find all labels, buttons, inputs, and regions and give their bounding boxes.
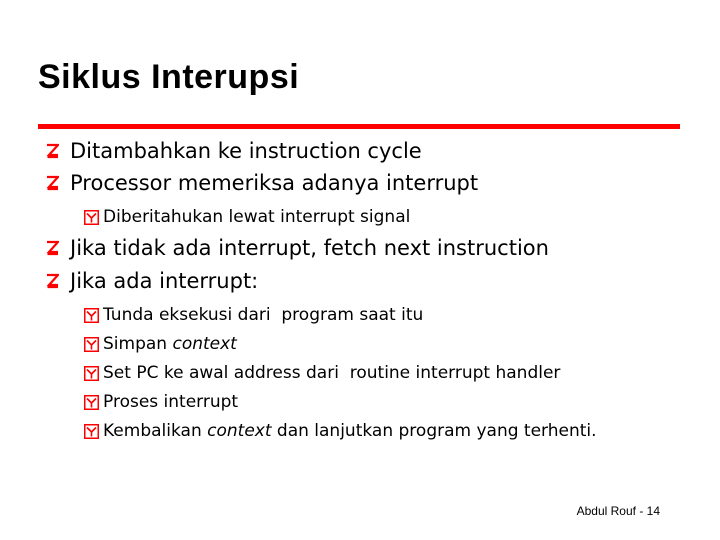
bullet-item (46, 136, 422, 166)
z-dingbat-bullet-icon (46, 143, 59, 159)
italic-term: context (172, 334, 237, 354)
y-box-bullet-icon (84, 424, 99, 439)
sub-bullet-item (84, 360, 560, 386)
sub-bullet-item (84, 302, 423, 328)
y-box-bullet-icon (84, 337, 99, 352)
footer-text: Abdul Rouf - 14 (576, 504, 660, 518)
sub-bullet-item (84, 331, 237, 357)
sub-bullet-item (84, 418, 597, 444)
bullet-item (46, 266, 258, 296)
title-underline (38, 124, 680, 129)
z-dingbat-bullet-icon (46, 240, 59, 256)
y-box-bullet-icon (84, 308, 99, 323)
y-box-bullet-icon (84, 210, 99, 225)
bullet-text (103, 421, 597, 441)
bullet-item (46, 233, 549, 263)
bullet-text: Jika ada interrupt: (70, 269, 259, 293)
italic-term: context (207, 421, 272, 441)
z-dingbat-bullet-icon (46, 273, 59, 289)
bullet-text: Diberitahukan lewat interrupt signal (103, 207, 411, 227)
text-segment: dan lanjutkan program yang terhenti. (271, 421, 597, 441)
y-box-bullet-icon (84, 395, 99, 410)
bullet-text (103, 334, 237, 354)
bullet-text: Jika tidak ada interrupt, fetch next instruction (70, 236, 549, 260)
slide-title: Siklus Interupsi (38, 58, 300, 96)
bullet-text: Processor memeriksa adanya interrupt (70, 171, 479, 195)
bullet-text: Ditambahkan ke instruction cycle (70, 139, 422, 163)
bullet-item (46, 168, 478, 198)
sub-bullet-item (84, 389, 238, 415)
bullet-text: Proses interrupt (103, 392, 239, 412)
z-dingbat-bullet-icon (46, 175, 59, 191)
bullet-text: Set PC ke awal address dari routine interrupt handler (103, 363, 561, 383)
bullet-text: Tunda eksekusi dari program saat itu (103, 305, 424, 325)
text-segment: Kembalikan (103, 421, 208, 441)
sub-bullet-item (84, 204, 410, 230)
y-box-bullet-icon (84, 366, 99, 381)
text-segment: Simpan (103, 334, 173, 354)
